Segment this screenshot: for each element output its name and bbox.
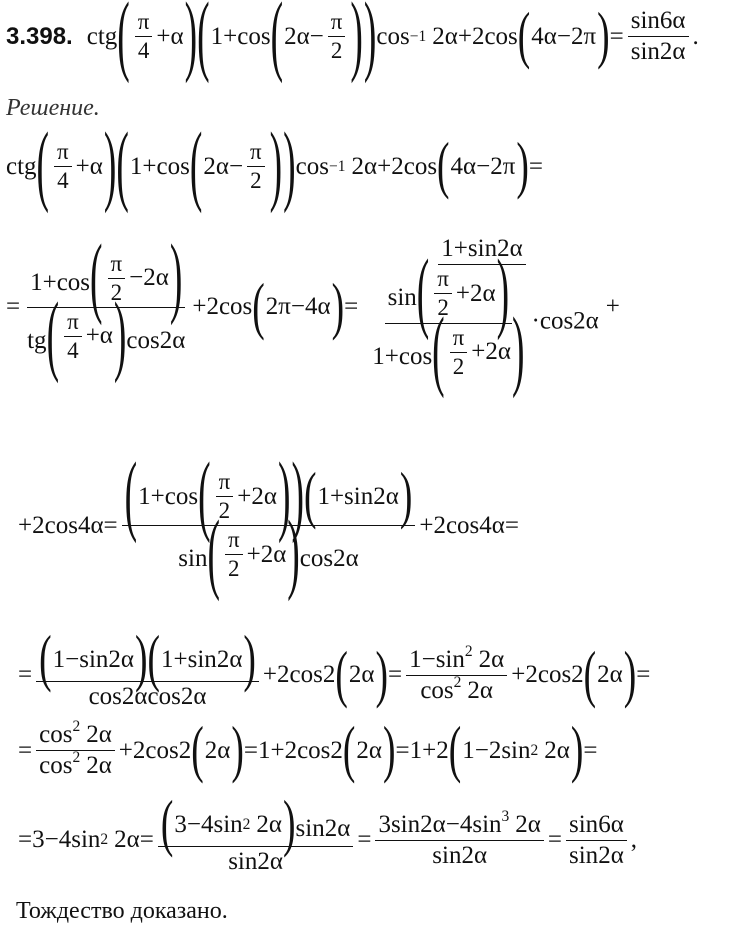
coef: 2 <box>284 736 298 764</box>
one: ( 1 <box>462 736 475 764</box>
paren-group <box>191 729 244 772</box>
two-alpha: 2α <box>256 810 283 838</box>
numerator: ( π <box>225 528 243 555</box>
pi: π <box>502 152 516 180</box>
denominator: 4 <box>137 38 150 64</box>
alpha: α <box>170 22 184 50</box>
coef: 4 <box>58 826 72 854</box>
coef: 2 <box>436 736 449 764</box>
cos-text: cos <box>403 152 438 180</box>
numerator <box>158 805 353 847</box>
coef: 2 <box>571 661 584 689</box>
ctg-text: ctg <box>86 22 118 50</box>
denominator: 2 <box>218 498 231 524</box>
cos-text: cos <box>164 482 199 510</box>
fraction <box>64 310 82 363</box>
coef: 4 <box>459 810 473 838</box>
equals: = <box>387 661 403 689</box>
paren-group <box>197 10 376 63</box>
plus: + <box>246 540 261 568</box>
minus: − <box>290 293 306 321</box>
two-alpha: 2α <box>351 152 378 180</box>
equals: = <box>18 736 33 764</box>
denominator: 4 <box>67 338 79 364</box>
two-alpha: 2α <box>420 810 446 838</box>
solution-line-4 <box>18 640 748 711</box>
solution-heading: Решение. <box>6 95 100 121</box>
one: 1 <box>441 235 454 262</box>
equals: = <box>609 22 624 50</box>
coef: 2 <box>132 736 146 764</box>
solution-line-1: ctg ( $\frac{\pi}{4}$ + α ) ( 1 + cos ( 2α − $\frac{\pi}{2}$ ) ) cos −1 2α + 2 cos ( 4α − 2 π ) = <box>6 140 748 193</box>
equals: = <box>18 661 33 689</box>
equals: = <box>583 736 598 764</box>
fraction <box>122 470 416 582</box>
fraction <box>450 326 468 379</box>
two-alpha: 2α <box>86 721 112 748</box>
fraction <box>247 140 265 193</box>
plus: + <box>118 736 133 764</box>
two-alpha: 2α <box>251 482 277 510</box>
coef: 2 <box>277 661 290 689</box>
cos-text: cos <box>295 152 329 180</box>
numerator <box>628 8 689 37</box>
plus: + <box>262 661 278 689</box>
four-alpha: ( 4α <box>450 152 477 180</box>
paren-group <box>190 140 282 193</box>
three: 3 <box>32 826 45 854</box>
pi: π <box>278 293 291 321</box>
equals: = <box>357 826 372 854</box>
sin-text: sin <box>630 7 660 34</box>
four-alpha: ( 4α <box>531 22 557 50</box>
coef: 2 <box>571 22 584 50</box>
alpha: α <box>89 152 103 180</box>
two-alpha: 2α <box>333 545 359 573</box>
sin-text: sin <box>432 841 462 869</box>
cos-text: cos <box>56 268 91 296</box>
fraction <box>158 805 353 876</box>
denominator: 4 <box>57 168 69 194</box>
two-alpha: 2α <box>216 645 243 673</box>
plus: + <box>511 661 526 689</box>
problem-line: 3.398. ctg ( $\frac{\pi}{4}$ + α ) ( 1 + cos ( 2α − $\frac{\pi}{2}$ ) ) cos −1 2α + 2 cos ( 4α − 2 π ) = $\frac{\sin 6\alpha}{\sin 2\alpha}$ . <box>6 8 748 66</box>
sin-text: sin <box>569 841 599 869</box>
solution-line-5 <box>18 718 748 780</box>
plus: + <box>377 152 392 180</box>
two-alpha: 2α <box>659 38 686 66</box>
exponent: 2 <box>453 673 462 691</box>
paren-group <box>343 729 396 772</box>
solution-line-3 <box>18 470 748 582</box>
two-alpha: 2α <box>432 22 458 50</box>
numerator <box>406 642 507 676</box>
plus: + <box>42 268 57 296</box>
equals: = <box>504 511 519 539</box>
equals: = <box>103 511 118 539</box>
paren-group <box>47 310 127 363</box>
plus: + <box>237 482 252 510</box>
sin-text: sin <box>71 826 101 854</box>
two-alpha: ( 2α <box>597 661 623 689</box>
two-alpha: ( 2α <box>284 22 310 50</box>
two-alpha: 2α <box>467 676 493 704</box>
cos-text: cos <box>237 22 271 50</box>
sin-text: sin <box>187 645 217 673</box>
three: ( 3 <box>174 810 187 838</box>
solution-line-2 <box>6 236 748 379</box>
coef: 2 <box>32 511 45 539</box>
fraction <box>406 642 507 705</box>
coef: ( 2 <box>265 293 279 321</box>
minus: − <box>186 810 201 838</box>
two-alpha: 2α <box>257 848 283 876</box>
fraction <box>369 267 527 379</box>
pi: π <box>583 22 597 50</box>
alpha: α <box>99 322 113 350</box>
period: . <box>692 22 699 50</box>
fraction <box>566 812 627 870</box>
cos-text: cos <box>445 511 480 539</box>
problem-number: 3.398. <box>6 22 73 50</box>
one: ( 1 <box>317 482 330 510</box>
paren-group: ( 3 − 4 sin 2 2α ) <box>161 805 296 844</box>
denominator <box>36 751 115 779</box>
plus: + <box>605 293 620 321</box>
sin-text: sin <box>569 810 599 838</box>
cos-text: cos <box>420 676 454 704</box>
paren-group <box>271 10 363 63</box>
cos-text: cos <box>376 22 410 50</box>
coef: 2 <box>488 736 502 764</box>
cos-text: cos <box>126 326 160 354</box>
minus: − <box>556 22 571 50</box>
equals: = <box>395 736 410 764</box>
sin-text: sin <box>178 545 208 573</box>
fraction <box>362 236 602 379</box>
equals: = <box>528 152 543 180</box>
tg-text: tg <box>27 326 47 354</box>
coef: 2 <box>391 152 404 180</box>
one: 1 <box>30 268 43 296</box>
fraction <box>135 10 153 63</box>
cos-text: cos <box>44 511 78 539</box>
denominator <box>566 841 627 869</box>
coef: 2 <box>525 661 538 689</box>
two-alpha: 2α <box>470 279 496 307</box>
paren-group <box>432 326 524 379</box>
cos-text: cos <box>299 545 334 573</box>
conclusion-text: Тождество доказано. <box>16 898 228 924</box>
two-alpha: ( 2α <box>204 736 231 764</box>
fraction <box>36 718 115 780</box>
numerator <box>438 236 525 265</box>
paren-group <box>417 267 509 320</box>
coef: 2 <box>490 152 503 180</box>
numerator <box>122 470 416 526</box>
two-alpha: 2α <box>108 645 135 673</box>
four-alpha: 4α <box>77 511 104 539</box>
one: ( 1 <box>138 482 151 510</box>
two-alpha: 2α <box>515 810 541 838</box>
cos-text: cos <box>218 293 253 321</box>
coef: 2 <box>206 293 219 321</box>
two-alpha: 2α <box>260 540 287 568</box>
two-alpha: 2α <box>143 264 169 292</box>
plus: + <box>192 293 207 321</box>
dot: · <box>531 307 540 335</box>
cos-text: cos <box>156 152 190 180</box>
denominator <box>225 847 286 875</box>
solution-line-6: = 3 − 4 sin 2 2α = ( 3 − 4 sin 2 2α ) sin2α sin2α = $\frac{3\sin 2\alpha-4\sin^3 2\alpha}{\sin 2\alpha}$ = $\frac{\sin 6\alpha}{\sin 2\alpha}$ , <box>18 805 748 876</box>
plus: + <box>150 482 165 510</box>
equals: = <box>547 826 562 854</box>
two-alpha: 2α <box>159 326 186 354</box>
sin-text: sin <box>472 810 502 838</box>
two-alpha: 2α <box>324 815 351 842</box>
paren-group <box>37 140 117 193</box>
sin-text: sin <box>213 810 243 838</box>
two-alpha: 2α <box>485 338 512 366</box>
denominator <box>417 673 496 704</box>
two-alpha: ( 2α <box>203 152 229 180</box>
plus: + <box>85 322 100 350</box>
coef: 2 <box>322 661 336 689</box>
numerator: ( π <box>434 267 452 294</box>
cos-text: cos <box>88 683 122 711</box>
cos-text: cos <box>537 661 572 689</box>
exponent: 2 <box>72 718 81 736</box>
plus: + <box>142 152 157 180</box>
sin-text: sin <box>390 810 421 838</box>
paren-group <box>117 10 197 63</box>
six-alpha: 6α <box>598 810 624 838</box>
coef: 2 <box>330 736 343 764</box>
two-alpha: 2α <box>497 235 523 262</box>
two-alpha: 2α <box>114 826 140 854</box>
one: 1 <box>257 736 271 764</box>
two-alpha: 2α <box>461 841 488 869</box>
paren-group <box>148 640 256 679</box>
cos-text: cos <box>39 721 73 748</box>
paren-group <box>252 286 344 329</box>
comma: , <box>630 826 638 854</box>
plus: + <box>223 22 238 50</box>
plus: + <box>422 736 437 764</box>
two-alpha: 2α <box>478 645 505 673</box>
one: ( 1 <box>52 645 66 673</box>
numerator: ( π <box>108 252 126 279</box>
sin-text: sin <box>79 645 109 673</box>
paren-group <box>518 15 610 58</box>
plus: + <box>173 645 188 673</box>
coef: 2 <box>433 511 446 539</box>
minus: − <box>476 152 491 180</box>
cos-text: cos <box>289 661 323 689</box>
paren-group <box>39 640 147 679</box>
paren-group <box>304 477 412 516</box>
fraction <box>628 8 689 66</box>
paren-group <box>90 252 182 305</box>
plus: + <box>457 22 472 50</box>
numerator: π <box>328 10 346 37</box>
sin-text: sin <box>467 235 498 262</box>
one: ( 1 <box>210 22 224 50</box>
fraction <box>225 528 243 581</box>
plus: + <box>384 342 399 370</box>
one: ( 1 <box>129 152 143 180</box>
fraction <box>328 10 346 63</box>
six-alpha: 6α <box>659 7 686 34</box>
plus: + <box>471 338 486 366</box>
denominator: 2 <box>228 556 240 582</box>
two-alpha: 2α <box>121 683 148 711</box>
denominator: 2 <box>452 353 465 379</box>
four-alpha: 4α <box>479 511 505 539</box>
sin-text: sin <box>387 284 417 312</box>
plus: + <box>455 279 471 307</box>
paren-group <box>335 654 388 697</box>
denominator: 2 <box>110 279 123 305</box>
equals: = <box>243 736 258 764</box>
denominator: 2 <box>330 38 343 64</box>
denominator: 2 <box>250 168 262 194</box>
two-alpha: 2α <box>598 841 624 869</box>
cos-text: cos <box>297 736 331 764</box>
numerator <box>566 812 627 841</box>
plus: + <box>18 511 33 539</box>
two-alpha: 2α <box>86 752 112 780</box>
two-alpha: 2α <box>180 683 207 711</box>
equals: = <box>6 293 21 321</box>
plus: + <box>453 235 468 262</box>
denominator <box>628 37 689 65</box>
sin-text: sin <box>344 482 374 510</box>
denominator: 2 <box>437 295 449 321</box>
cos-text: cos <box>484 22 518 50</box>
numerator: ( π <box>64 310 82 337</box>
cos-text: cos <box>147 683 181 711</box>
numerator <box>36 640 259 682</box>
paren-group <box>584 654 637 697</box>
numerator: ( π <box>54 140 72 167</box>
one: ( 1 <box>161 645 174 673</box>
sin-text: sin <box>228 848 258 876</box>
numerator <box>385 267 513 323</box>
plus: + <box>329 482 345 510</box>
four-alpha: 4α <box>305 293 331 321</box>
cos-text: cos <box>145 736 179 764</box>
minus: − <box>228 152 244 180</box>
fraction <box>36 640 259 711</box>
numerator <box>36 718 115 751</box>
sin-text: sin <box>295 815 325 842</box>
exponent: 2 <box>464 642 473 660</box>
equals: = <box>139 826 154 854</box>
exponent: 3 <box>501 807 510 825</box>
fraction <box>54 140 72 193</box>
cos-text: cos <box>539 307 574 335</box>
minus: − <box>474 736 489 764</box>
one: 1 <box>409 736 423 764</box>
sin-text: sin <box>435 645 465 673</box>
denominator <box>429 841 490 869</box>
numerator: ( π <box>216 470 234 497</box>
minus: − <box>309 22 324 50</box>
denominator <box>362 265 602 379</box>
exponent: 2 <box>72 749 81 767</box>
equals: = <box>344 293 359 321</box>
numerator <box>375 807 543 841</box>
minus: − <box>65 645 80 673</box>
cos-text: cos <box>398 342 433 370</box>
minus: − <box>445 810 460 838</box>
one: 1 <box>372 342 385 370</box>
fraction <box>375 807 543 870</box>
equals: = <box>18 826 33 854</box>
plus: + <box>270 736 285 764</box>
two-alpha: ( 2α <box>356 736 382 764</box>
two-alpha: 2α <box>544 736 570 764</box>
three: 3 <box>378 810 391 838</box>
minus: − <box>129 264 144 292</box>
sin-text: sin <box>630 38 660 66</box>
two-alpha: 2α <box>373 482 399 510</box>
plus: + <box>75 152 90 180</box>
coef: 2 <box>178 736 192 764</box>
coef: 2 <box>471 22 485 50</box>
coef: 4 <box>200 810 214 838</box>
numerator: π <box>247 140 265 167</box>
paren-group: ( 1 − 2 sin 2 2α ) <box>449 729 584 772</box>
plus: + <box>419 511 434 539</box>
cos-text: cos <box>39 752 73 780</box>
fraction <box>24 252 188 364</box>
one: 1 <box>409 645 422 673</box>
numerator: ( π <box>450 326 468 353</box>
plus: + <box>156 22 171 50</box>
two-alpha: 2α <box>573 307 599 335</box>
sin-text: sin <box>501 736 531 764</box>
two-alpha: ( 2α <box>348 661 375 689</box>
minus: − <box>44 826 59 854</box>
ctg-text: ctg <box>6 152 37 180</box>
numerator: ( π <box>135 10 153 37</box>
minus: − <box>421 645 436 673</box>
paren-group <box>437 145 529 188</box>
equals: = <box>636 661 651 689</box>
paren-group <box>116 140 295 193</box>
denominator <box>24 308 188 363</box>
